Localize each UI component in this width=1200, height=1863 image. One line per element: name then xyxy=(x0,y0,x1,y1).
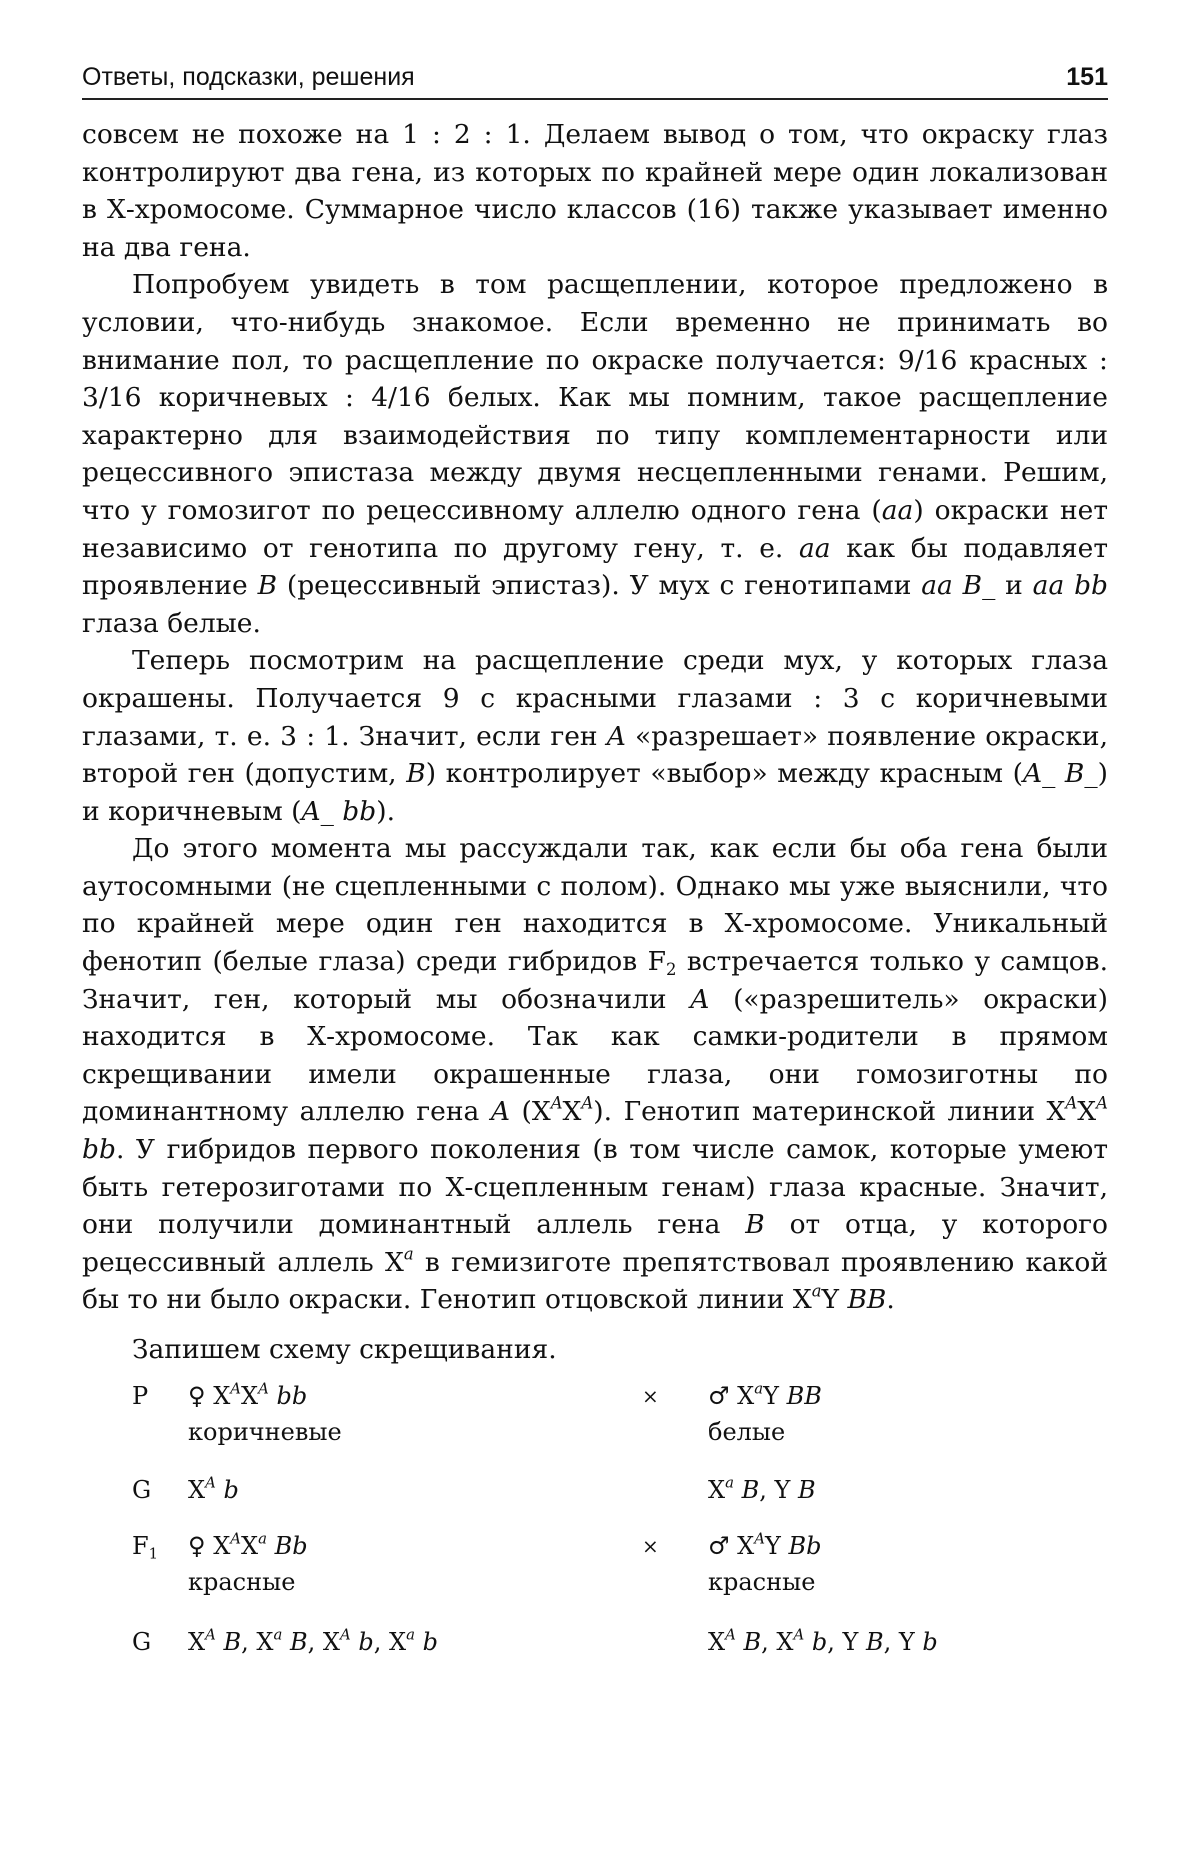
chromosome: Y xyxy=(763,1381,779,1410)
text-run: . xyxy=(886,1284,895,1316)
book-page xyxy=(82,62,1108,1707)
genotype-symbol: bb xyxy=(82,1134,116,1166)
genotype-symbol: A_ B_ xyxy=(1022,758,1098,790)
gene-symbol: B xyxy=(406,758,426,790)
phenotype-label: красные xyxy=(188,1567,296,1596)
superscript: A xyxy=(205,1625,216,1644)
female-symbol-icon: ♀ xyxy=(188,1531,206,1560)
chromosome: X xyxy=(389,1627,407,1656)
text-run: До этого момента мы рассуждали так, как если бы оба гена были аутосомными (не сцепленными с полом). Однако мы уже выяснили, что по крайней мере один ген находится в Х-хромосоме. Уникальный фенотип (белые глаза) среди гибридов F xyxy=(82,833,1108,978)
superscript: a xyxy=(811,1281,822,1301)
text-run: ). Генотип материнской линии X xyxy=(593,1096,1066,1128)
separator: , xyxy=(827,1627,843,1656)
gene-symbol: B xyxy=(743,1627,762,1656)
subscript: 1 xyxy=(148,1544,159,1563)
paragraph-4 xyxy=(82,830,1108,1319)
female-symbol-icon: ♀ xyxy=(188,1381,206,1410)
text-run: от отца, у которого рецессивный аллель X xyxy=(82,1209,1109,1278)
text-run: Запишем схему скрещивания. xyxy=(132,1334,557,1365)
superscript: A xyxy=(205,1473,216,1492)
row-label: G xyxy=(132,1627,152,1656)
gene-symbol: A xyxy=(490,1096,510,1128)
genotype-symbol: aa xyxy=(798,532,831,564)
text-run: ) контролирует «выбор» между красным ( xyxy=(425,758,1023,790)
genotype-symbol: aa bb xyxy=(1032,570,1108,602)
row-label: P xyxy=(132,1381,149,1410)
gene-symbol: B xyxy=(290,1627,308,1656)
chromosome: X xyxy=(737,1381,755,1410)
chromosome: X xyxy=(241,1381,259,1410)
gene-symbol: B xyxy=(741,1475,760,1504)
superscript: A xyxy=(1096,1093,1108,1113)
chromosome: X xyxy=(737,1531,755,1560)
separator: , xyxy=(883,1627,899,1656)
separator: , xyxy=(241,1627,257,1656)
superscript: A xyxy=(550,1093,563,1113)
phenotype-label: красные xyxy=(708,1567,816,1596)
paragraph-1 xyxy=(82,116,1108,266)
label-text: F xyxy=(132,1531,149,1560)
separator: , xyxy=(373,1627,390,1656)
male-symbol-icon: ♂ xyxy=(708,1381,730,1410)
chromosome: Y xyxy=(898,1627,915,1656)
gene-symbol: Bb xyxy=(788,1531,822,1560)
superscript: A xyxy=(230,1529,242,1548)
gene-symbol: bb xyxy=(276,1381,308,1410)
text-run: глаза белые. xyxy=(82,607,261,639)
superscript: a xyxy=(754,1379,764,1398)
gene-symbol: B xyxy=(798,1475,816,1504)
chromosome: X xyxy=(213,1381,231,1410)
text-run: X xyxy=(1077,1096,1097,1128)
row-label: G xyxy=(132,1475,152,1504)
phenotype-label: коричневые xyxy=(188,1417,342,1446)
running-header xyxy=(82,62,1108,100)
f1-female-genotype xyxy=(188,1527,308,1565)
gene-symbol: B xyxy=(257,570,278,602)
genotype-symbol: aa xyxy=(881,494,914,526)
superscript: A xyxy=(793,1625,805,1644)
text-run: (рецессивный эпистаз). У мух с генотипами xyxy=(277,570,922,602)
f1-female-gametes xyxy=(188,1623,438,1661)
male-symbol-icon: ♂ xyxy=(708,1531,730,1560)
gene-symbol: b xyxy=(811,1627,828,1656)
scheme-row-parents-phenotype xyxy=(82,1413,1108,1451)
chromosome: X xyxy=(241,1531,259,1560)
chromosome: X xyxy=(188,1475,206,1504)
separator: , xyxy=(759,1475,775,1504)
page-body xyxy=(82,116,1108,1707)
gene-symbol: A xyxy=(606,720,626,752)
text-run: ). xyxy=(376,795,395,827)
chromosome: X xyxy=(708,1475,726,1504)
text-run: X xyxy=(562,1096,582,1128)
chromosome: Y xyxy=(842,1627,859,1656)
f1-male-genotype xyxy=(708,1527,821,1565)
row-label xyxy=(132,1527,158,1565)
text-run: Y xyxy=(821,1284,848,1316)
superscript: A xyxy=(754,1529,765,1548)
chromosome: Y xyxy=(765,1531,781,1560)
paragraph-3 xyxy=(82,642,1108,830)
gene-symbol: b xyxy=(922,1627,938,1656)
separator: , xyxy=(761,1627,777,1656)
gene-symbol: B xyxy=(223,1627,242,1656)
scheme-row-gametes-parents xyxy=(82,1471,1108,1509)
gene-symbol: Bb xyxy=(274,1531,308,1560)
text-run: Теперь посмотрим на расщепление среди мух, у которых глаза окрашены. Получается 9 с красными глазами : 3 с коричневыми глазами, т. е. 3 : 1. Значит, если ген xyxy=(82,645,1108,752)
genotype-symbol: BB xyxy=(847,1284,887,1316)
cross-sign: × xyxy=(642,1383,659,1408)
text-run: «разрешает» появление окраски, второй ген (допустим, xyxy=(82,720,1108,790)
text-run: встречается только у самцов. Значит, ген, который мы обозначили xyxy=(82,946,1108,1015)
chromosome: X xyxy=(776,1627,794,1656)
cross-sign: × xyxy=(642,1533,659,1558)
gene-symbol: B xyxy=(866,1627,884,1656)
gene-symbol: B xyxy=(745,1209,765,1241)
text-run: в гемизиготе препятствовал проявлению какой бы то ни было окраски. Генотип отцовской линии X xyxy=(82,1246,1108,1316)
text-run: (X xyxy=(509,1096,551,1128)
text-run: («разрешитель» окраски) находится в Х-хромосоме. Так как самки-родители в прямом скрещивании имели окрашенные глаза, они гомозиготны по доминантному аллелю гена xyxy=(82,983,1108,1128)
chromosome: X xyxy=(256,1627,274,1656)
text-run: ) окраски нет независимо от генотипа по другому гену, т. е. xyxy=(82,494,1108,564)
female-parent-genotype xyxy=(188,1377,307,1415)
separator: , xyxy=(307,1627,323,1656)
male-gametes xyxy=(708,1471,816,1509)
chromosome: X xyxy=(322,1627,340,1656)
superscript: a xyxy=(725,1473,734,1492)
phenotype-label: белые xyxy=(708,1417,786,1446)
scheme-row-gametes-f1 xyxy=(82,1623,1108,1661)
cross-scheme xyxy=(82,1377,1108,1707)
chromosome: X xyxy=(213,1531,231,1560)
page-number: 151 xyxy=(1066,63,1108,91)
gene-symbol: b xyxy=(223,1475,239,1504)
text-run: совсем не похоже на 1 : 2 : 1. Делаем вывод о том, что окраску глаз контролируют два гена, из которых по крайней мере один локализован в Х-хромосоме. Суммарное число классов (16) также указывает именно на два гена. xyxy=(82,119,1108,263)
superscript: a xyxy=(403,1244,414,1264)
gene-symbol: b xyxy=(358,1627,374,1656)
scheme-row-parents xyxy=(82,1377,1108,1415)
chromosome: X xyxy=(188,1627,206,1656)
header-title: Ответы, подсказки, решения xyxy=(82,63,415,91)
superscript: A xyxy=(1065,1093,1078,1113)
superscript: A xyxy=(725,1625,736,1644)
superscript: a xyxy=(258,1529,267,1548)
superscript: A xyxy=(258,1379,269,1398)
chromosome: Y xyxy=(774,1475,791,1504)
text-run: Попробуем увидеть в том расщеплении, которое предложено в условии, что-нибудь знакомое. Если временно не принимать во внимание пол, то расщепление по окраске получается: 9/16 красных : 3/16 коричневых : 4/16 белых. Как мы помним, такое расщепление характерно для взаимодействия по типу комплементарности или рецессивного эпистаза между двумя несцепленными генами. Решим, что у гомозигот по рецессивному аллелю одного гена ( xyxy=(82,269,1108,526)
paragraph-5 xyxy=(82,1331,1108,1369)
superscript: a xyxy=(273,1625,283,1644)
text-run: ) и коричневым ( xyxy=(82,758,1108,827)
superscript: A xyxy=(581,1093,594,1113)
gene-symbol: A xyxy=(690,983,710,1015)
text-run: . У гибридов первого поколения (в том числе самок, которые умеют быть гетерозиготами по Х-сцепленным генам) глаза красные. Значит, они получили доминантный аллель гена xyxy=(82,1134,1108,1241)
paragraph-2 xyxy=(82,266,1108,642)
genotype-symbol: aa B_ xyxy=(921,570,996,602)
male-parent-genotype xyxy=(708,1377,822,1415)
superscript: A xyxy=(340,1625,351,1644)
gene-symbol: b xyxy=(422,1627,439,1656)
subscript: 2 xyxy=(666,959,677,979)
female-gametes xyxy=(188,1471,239,1509)
scheme-row-f1-phenotype xyxy=(82,1563,1108,1601)
gene-symbol: BB xyxy=(786,1381,822,1410)
text-run: и xyxy=(995,570,1033,602)
f1-male-gametes xyxy=(708,1623,938,1661)
text-run: как бы подавляет проявление xyxy=(82,532,1108,602)
superscript: A xyxy=(230,1379,242,1398)
superscript: a xyxy=(406,1625,415,1644)
scheme-row-f1 xyxy=(82,1527,1108,1565)
genotype-symbol: A_ bb xyxy=(301,795,377,827)
chromosome: X xyxy=(708,1627,726,1656)
